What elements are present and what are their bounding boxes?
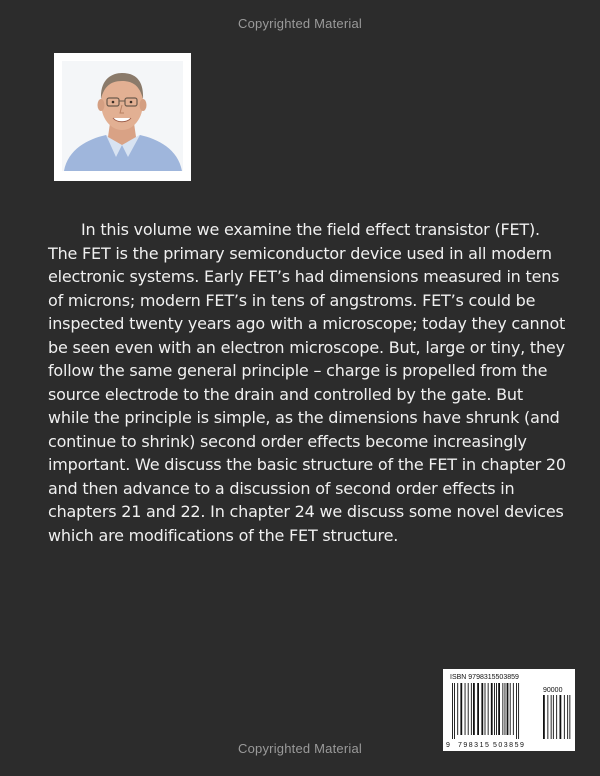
barcode-bar xyxy=(473,683,475,735)
barcode-digits-right: 503859 xyxy=(493,742,526,749)
barcode-bar xyxy=(510,683,511,735)
barcode-addon-bars xyxy=(543,695,570,739)
barcode-bars xyxy=(452,683,519,739)
author-portrait-icon xyxy=(54,53,191,181)
barcode-addon-bar xyxy=(556,695,557,739)
barcode-bar xyxy=(516,683,517,739)
barcode-bar xyxy=(477,683,479,735)
barcode-addon-bar xyxy=(569,695,570,739)
barcode-addon-bar xyxy=(543,695,545,739)
watermark-top: Copyrighted Material xyxy=(238,16,362,31)
barcode-bar xyxy=(454,683,455,739)
barcode-addon-bar xyxy=(547,695,548,739)
barcode-addon-bar xyxy=(564,695,565,739)
isbn-label: ISBN 9798315503859 xyxy=(450,674,519,681)
watermark-bottom: Copyrighted Material xyxy=(238,741,362,756)
barcode-addon-bar xyxy=(567,695,568,739)
barcode-bar xyxy=(505,683,506,735)
barcode-bar xyxy=(481,683,483,735)
barcode-bar xyxy=(460,683,462,735)
barcode-bar xyxy=(507,683,509,735)
barcode-bar xyxy=(496,683,497,735)
barcode-bar xyxy=(518,683,519,739)
barcode-addon-bar xyxy=(560,695,562,739)
barcode-bar xyxy=(452,683,453,739)
barcode-addon-bar xyxy=(551,695,552,739)
barcode-bar xyxy=(488,683,489,735)
barcode-bar xyxy=(513,683,514,735)
barcode-bar xyxy=(498,683,500,735)
barcode-bar xyxy=(471,683,472,735)
book-description: In this volume we examine the field effect transistor (FET). The FET is the primary semiconductor device used in all modern electronic systems. Early FET’s had dimensions measured in tens of microns; modern FET’s in tens of angstroms. FET’s could be inspected twenty years ago with a microscope; today they cannot be seen even with an electron microscope. But, large or tiny, they follow the same general principle – charge is propelled from the source electrode to the drain and controlled by the gate. But while the principle is simple, as the dimensions have shrunk (and continue to shrink) second order effects become increasingly important. We discuss the basic structure of the FET in chapter 20 and then advance to a discussion of second order effects in chapters 21 and 22. In chapter 24 we discuss some novel devices which are modifications of the FET structure. xyxy=(48,220,566,545)
price-code: 90000 xyxy=(543,687,563,694)
barcode-bar xyxy=(465,683,466,735)
barcode-addon-bar xyxy=(553,695,554,739)
barcode-bar xyxy=(502,683,503,735)
barcode-bar xyxy=(491,683,493,735)
barcode-bar xyxy=(468,683,469,735)
barcode-digits-left: 798315 xyxy=(458,742,491,749)
barcode-bar xyxy=(457,683,458,735)
isbn-barcode xyxy=(443,669,575,751)
barcode-digit-lead: 9 xyxy=(446,742,450,749)
barcode-bar xyxy=(485,683,486,735)
barcode-bar xyxy=(494,683,495,735)
barcode-graphic xyxy=(443,669,575,751)
author-photo xyxy=(54,53,191,181)
